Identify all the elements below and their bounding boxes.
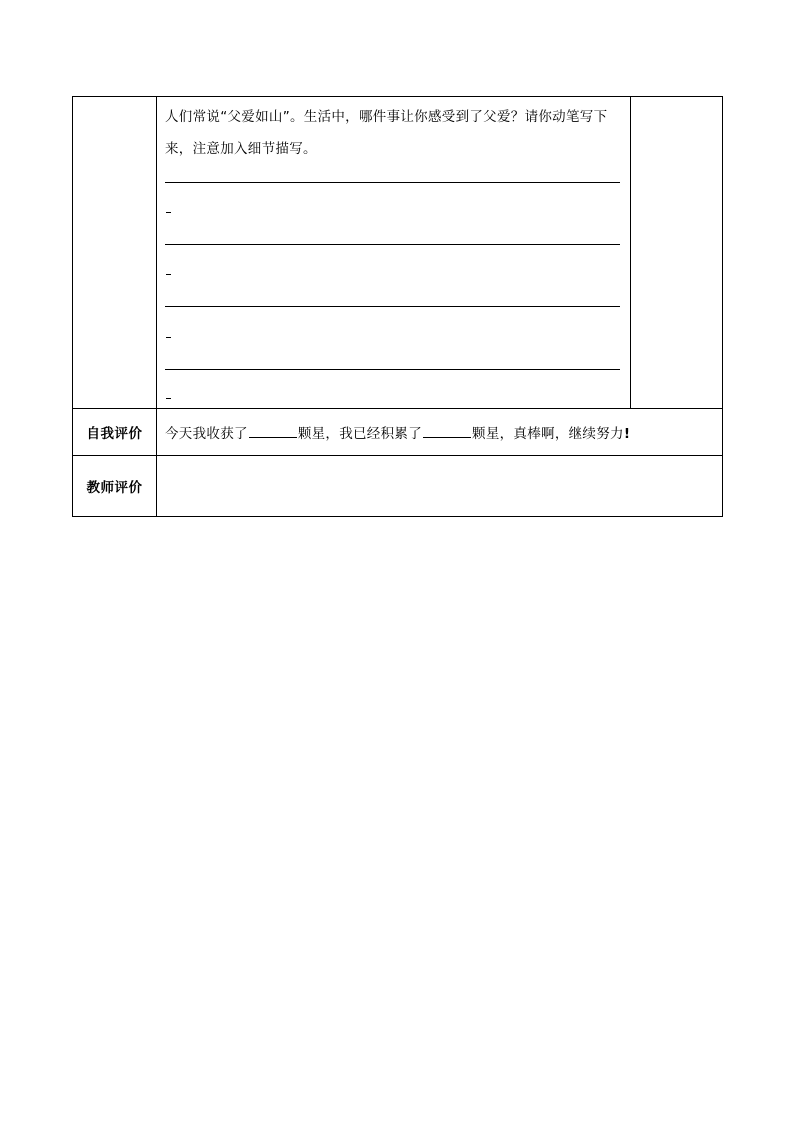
answer-line[interactable]: [165, 244, 620, 245]
teacher-evaluation-cell[interactable]: [157, 456, 723, 517]
stars-today-blank[interactable]: [249, 423, 297, 438]
answer-line[interactable]: [165, 306, 620, 307]
self-eval-text-1: 今天我收获了: [165, 426, 248, 442]
line-end-mark: [166, 398, 171, 399]
writing-row: [73, 97, 723, 409]
self-evaluation-row: [73, 409, 723, 456]
writing-cell: [157, 97, 631, 409]
line-end-mark: [166, 337, 171, 338]
writing-side-cell: [631, 97, 723, 409]
teacher-evaluation-label: 教师评价: [73, 456, 157, 517]
line-end-mark: [166, 212, 171, 213]
self-eval-text-3: 颗星，真棒啊，继续努力: [472, 426, 624, 442]
self-eval-text-2: 颗星，我已经积累了: [297, 426, 423, 442]
self-evaluation-label: 自我评价: [73, 409, 157, 456]
line-end-mark: [166, 274, 171, 275]
worksheet-page: [72, 96, 722, 517]
answer-line[interactable]: [165, 369, 620, 370]
teacher-evaluation-row: [73, 456, 723, 517]
answer-line[interactable]: [165, 182, 620, 183]
worksheet-table: [72, 96, 723, 517]
stars-total-blank[interactable]: [423, 423, 471, 438]
writing-label-cell: [73, 97, 157, 409]
self-evaluation-cell: [157, 409, 723, 456]
writing-prompt: 人们常说“父爱如山”。生活中，哪件事让你感受到了父爱？请你动笔写下来，注意加入细节描写。: [165, 109, 608, 157]
exclamation-mark: !: [623, 426, 631, 442]
